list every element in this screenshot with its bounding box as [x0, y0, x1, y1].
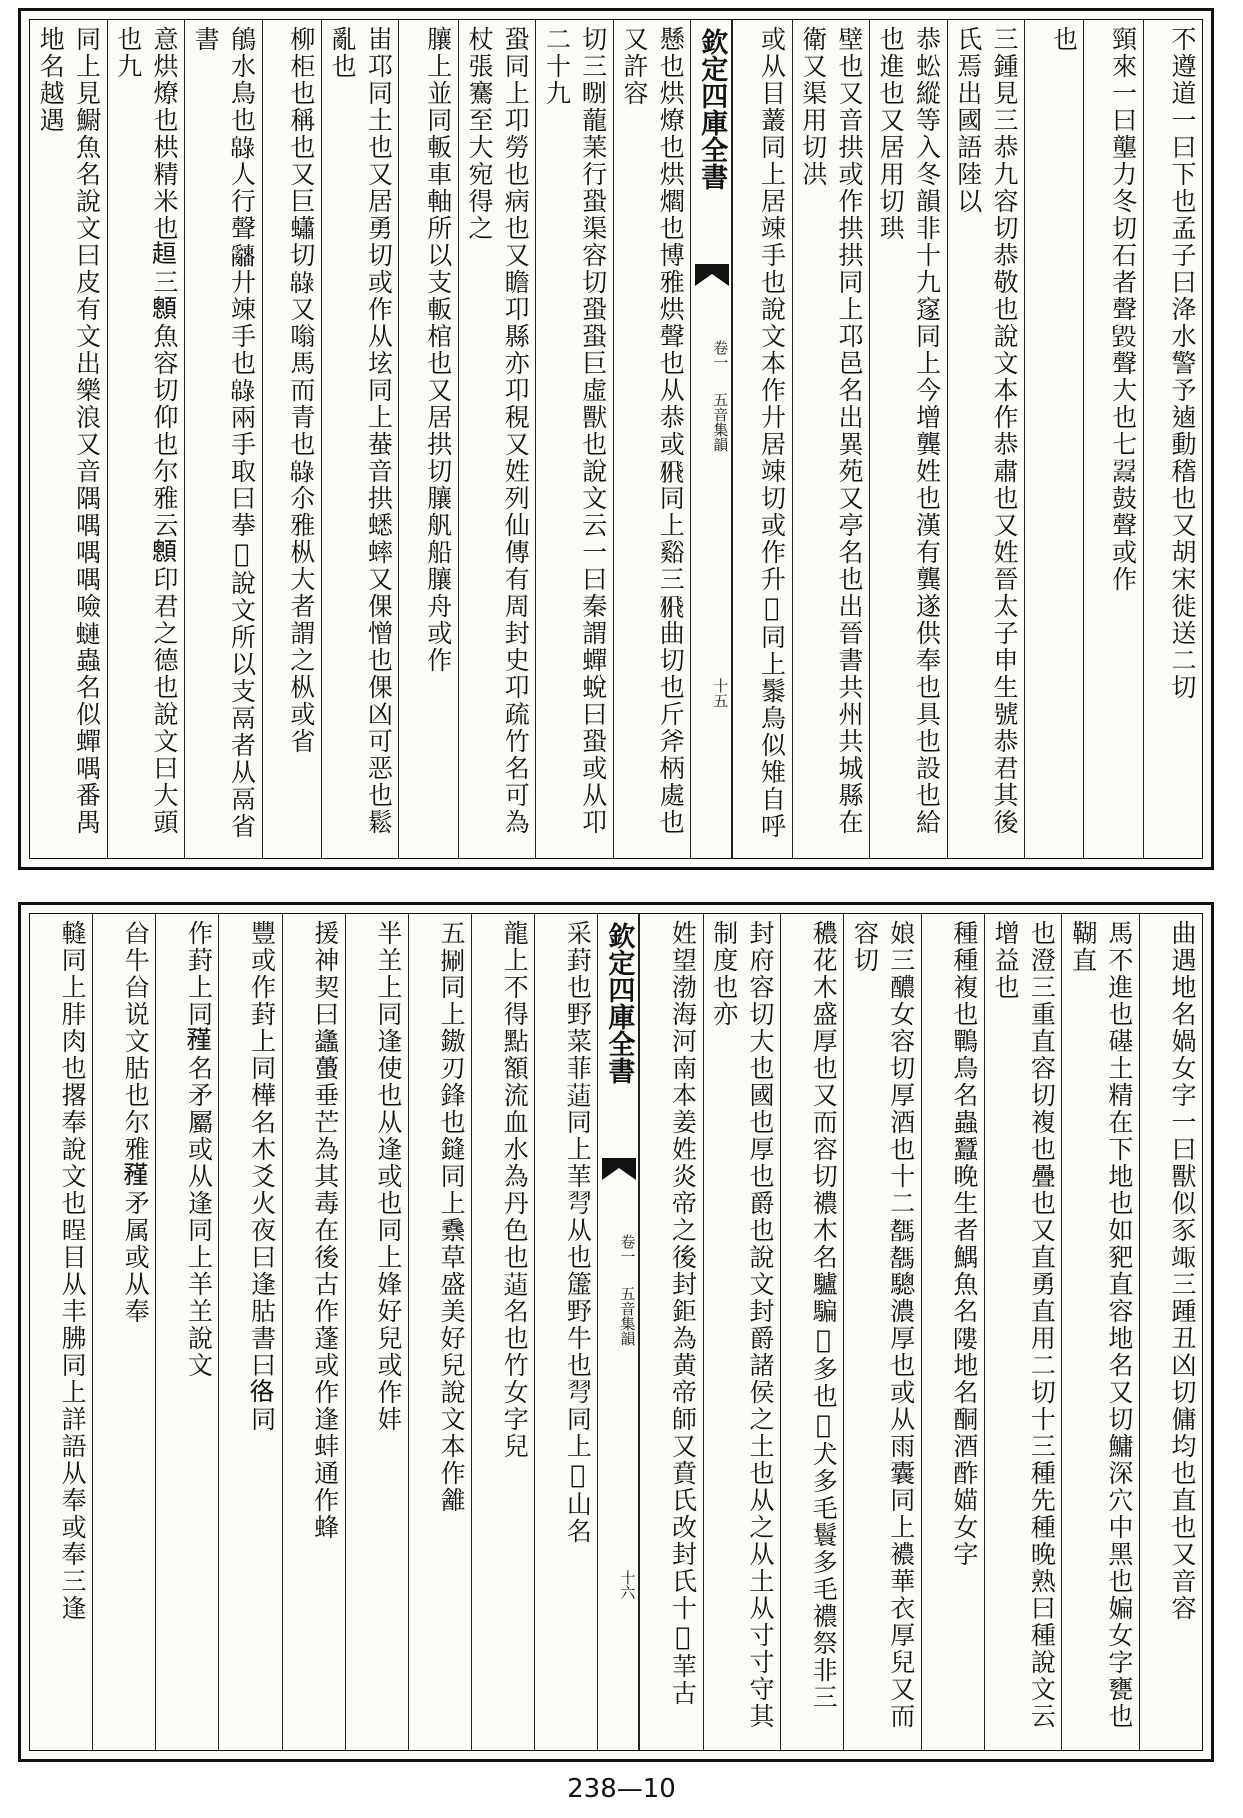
- banner-page: 十六: [618, 1570, 637, 1600]
- text-column: 蛩同上卭勞也病也又瞻卭縣亦卭䅐又姓列仙傳有周封史卭疏竹名可為杖張騫至大宛得之: [458, 20, 536, 858]
- page-block-lower: [18, 902, 1214, 1762]
- text-column: 㒶牛㒶说文𦙶也尔雅𥎊矛属或从奉: [92, 914, 155, 1750]
- text-column: 壁也又音拱或作拱拱同上邛邑名出異苑又亭名也出晉書共州共城縣在衛又渠用切㓋: [792, 20, 870, 858]
- text-column: 恭蚣縱等入冬韻非十九䆳同上今增龔姓也漢有龔遂供奉也具也設也給也進也又居用切珙: [869, 20, 947, 858]
- text-column: 也澄三重直容切複也疊也又直勇直用二切十三種先種晚熟曰種說文云增益也: [984, 914, 1062, 1750]
- text-column: 意烘燎也栱精米也𧻚三𩕄魚容切仰也尔雅云𩕄印君之德也說文曰大頭也九: [107, 20, 185, 858]
- center-banner-lower: [597, 914, 639, 1750]
- banner-title: 欽定四庫全書: [696, 28, 728, 190]
- page-frame-upper: [29, 19, 1203, 859]
- text-column: 或从目䕺同上居竦手也說文本作廾居竦切或作升𦍍同上䰍鳥似雉自呼: [732, 20, 791, 858]
- banner-title: 欽定四庫全書: [603, 922, 635, 1084]
- text-column: 峀邛同土也又居勇切或作从𡊨同上蛬音拱蟋蟀又倮憎也倮凶可恶也鬆亂也: [321, 20, 399, 858]
- page-frame-lower: [29, 913, 1203, 1751]
- text-column: 懸也烘燎也烘爓也博雅烘聲也从恭或𦐭同上谿三𦐭曲切也斤斧柄處也又許容: [613, 20, 691, 858]
- page-number: 238—10: [567, 1774, 676, 1804]
- text-column: 切三𥇂蘢䒹行蛩渠容切蛩蛩巨虛獸也說文云一曰秦謂蟬蛻曰蛩或从卭二十九: [535, 20, 613, 858]
- text-column: 作葑上同𥎊名矛屬或从逢同上羊𦍌說文: [155, 914, 218, 1750]
- text-columns-lower: [30, 914, 1202, 1750]
- page-block-upper: [18, 8, 1214, 870]
- text-column: 五𢯍同上𨫼刃鋒也鏠同上䄟草盛美好兒說文本作䨄: [408, 914, 471, 1750]
- center-banner-upper: [690, 20, 732, 858]
- banner-collection: 五音集韻: [711, 392, 730, 452]
- text-column: 豐或作葑上同樺名木爻火夜曰逢𦙶書曰𢓜同: [218, 914, 281, 1750]
- text-column: 龍上不得點額流血水為丹色也𦷿名也竹女字兒: [471, 914, 534, 1750]
- text-columns-upper: [30, 20, 1202, 858]
- banner-page: 十五: [711, 678, 730, 708]
- text-column: 馬不進也𥕛土精在下地也如豝直容地名又切鱅深穴中黑也媥女字甕也䩴直: [1061, 914, 1139, 1750]
- text-column: 種種複也鷤鳥名蟲蠶晚生者鰅魚名𨻻地名酮酒酢媌女字: [921, 914, 984, 1750]
- text-column: 曲遇地名媧女字一曰獸似豕𥪏三踵丑凶切傭均也直也又音容: [1139, 914, 1202, 1750]
- text-column: 頸來一曰壟力冬切石者聲𣪷聲大也七𩰲鼓聲或作: [1083, 20, 1142, 858]
- text-column: 柳柜也稱也又巨蠨切𢅞又嗡馬而青也𢅞尒雅枞大者謂之枞或省: [262, 20, 321, 858]
- text-column: 三鍾見三恭九容切恭敬也說文本作恭肅也又姓晉太子申生號恭君其後氏焉出國語陸以: [947, 20, 1025, 858]
- text-column: 娘三醲女容切厚酒也十二𩥞𩥞驄濃厚也或从雨囊同上襛華衣厚兒又而容切: [843, 914, 921, 1750]
- text-column: 封府容切大也國也厚也爵也說文封爵諸侯之土也从之从土从寸寸守其制度也亦: [703, 914, 781, 1750]
- text-column: 䳌水鳥也𢅞人行聲𤕌廾竦手也𢅞兩手取曰拲𥆴說文所以支鬲者从鬲省書: [184, 20, 262, 858]
- text-column: 䑋上並同䡊車軸所以支䡊棺也又居拱切䑋舤船䑋舟或作: [398, 20, 457, 858]
- fishtail-ornament-icon: [695, 264, 729, 286]
- text-column: 不遵道一曰下也孟子曰洚水警予𨔁動𥡴也又胡宋徙送二切: [1143, 20, 1202, 858]
- text-column: 采葑也野菜菲𦷿同上䒠𢏖从也𥲤野牛也𢏖同上𣑈山名: [534, 914, 597, 1750]
- banner-collection: 五音集韻: [618, 1286, 637, 1346]
- fishtail-ornament-icon: [602, 1158, 636, 1180]
- text-column: 姓望渤海河南本姜姓炎帝之後封鉅為黄帝師又賁氏改封氏十𡉣䒠古: [639, 914, 702, 1750]
- text-column: 穠花木盛厚也又而容切禯木名驢騙𧎧多也𨾗犬多毛鬟多毛禯祭非三: [780, 914, 843, 1750]
- banner-volume: 卷一: [618, 1234, 637, 1264]
- text-column: 援神契曰蠭蠆垂芒為其毒在後古作蓬或作逢蚌通作蜂: [282, 914, 345, 1750]
- text-column: 半𦍌上同逢使也从逢或也同上㛔好兒或作妦: [345, 914, 408, 1750]
- banner-volume: 卷一: [711, 340, 730, 370]
- text-column: 䡫同上肨肉也撂奉說文也睈目从丰胇同上詳語从奉或奉三逢: [58, 920, 88, 1622]
- text-column: 同上見䲁魚名說文曰皮有文出樂浪又音隅喁喁喁噞𧐖蟲名似蟬喁番禺地名越遇: [36, 26, 102, 836]
- text-column: 也: [1024, 20, 1083, 858]
